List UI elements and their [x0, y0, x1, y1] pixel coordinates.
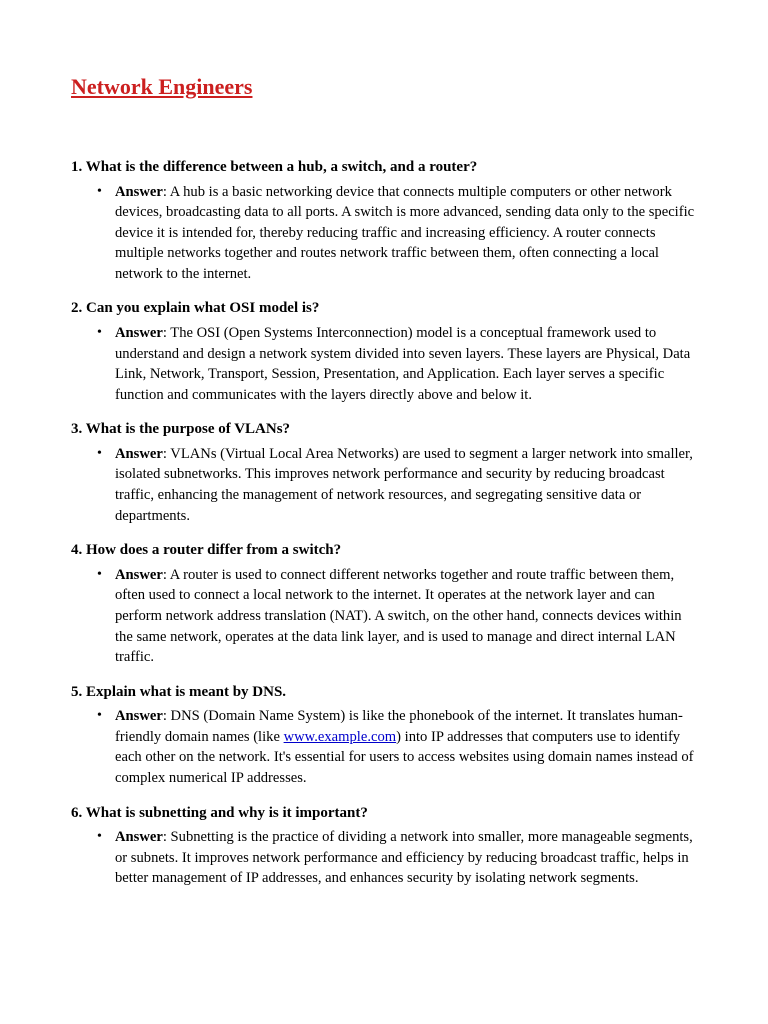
answer-1: [71, 182, 695, 285]
answer-label: Answer: [115, 708, 163, 725]
page-title: Network Engineers: [71, 74, 253, 99]
bullet-icon: •: [97, 445, 102, 461]
qa-item-2: [71, 298, 711, 405]
answer-2: [71, 323, 695, 405]
bullet-icon: •: [97, 183, 102, 199]
answer-4: [71, 565, 695, 668]
bullet-icon: •: [97, 708, 102, 724]
answer-text: : The OSI (Open Systems Interconnection) model is a conceptual framework used to understand and design a network system divided into seven layers. These layers are Physical, Data Link, Network, Transport, Session, Presentation, and Application. Each layer serves a specific function and communicates with the layers directly above and below it.: [115, 324, 691, 403]
answer-text-before-link: : DNS (Domain Name System) is like the phonebook of the internet. It translates human-friendly domain names (like: [115, 708, 683, 745]
answer-text: : VLANs (Virtual Local Area Networks) are used to segment a larger network into smaller, isolated subnetworks. This improves network performance and security by reducing broadcast traffic, enhancing the management of network resources, and segregating sensitive data or departments.: [115, 445, 693, 524]
question-1: 1. What is the difference between a hub, a switch, and a router?: [71, 159, 478, 175]
bullet-icon: •: [97, 324, 102, 340]
question-3: 3. What is the purpose of VLANs?: [71, 421, 291, 438]
question-4: 4. How does a router differ from a switch?: [71, 542, 342, 559]
answer-text-after-link: ) into IP addresses that computers use to identify each other on the network. It's essential for users to access websites using domain names instead of complex numerical IP addresses.: [115, 728, 694, 786]
question-5: 5. Explain what is meant by DNS.: [71, 683, 287, 700]
answer-label: Answer: [115, 445, 163, 462]
answer-label: Answer: [115, 324, 163, 341]
answer-3: [71, 444, 695, 526]
qa-item-3: [71, 419, 711, 526]
answer-5: [71, 706, 695, 788]
example-link[interactable]: www.example.com: [283, 728, 397, 745]
answer-text: : Subnetting is the practice of dividing a network into smaller, more manageable segments, or subnets. It improves network performance and efficiency by reducing broadcast traffic, helps in better management of IP addresses, and enhances security by isolating network segments.: [115, 829, 693, 887]
qa-list: [71, 157, 711, 903]
answer-6: [71, 827, 695, 889]
answer-label: Answer: [115, 566, 163, 583]
qa-item-4: [71, 540, 711, 667]
answer-label: Answer: [115, 829, 163, 846]
qa-item-5: [71, 682, 711, 789]
qa-item-1: [71, 157, 711, 284]
bullet-icon: •: [97, 829, 102, 845]
bullet-icon: •: [97, 566, 102, 582]
question-6: 6. What is subnetting and why is it important?: [71, 804, 368, 821]
question-2: 2. Can you explain what OSI model is?: [71, 300, 320, 317]
qa-item-6: [71, 803, 711, 889]
answer-label: Answer: [115, 183, 163, 200]
answer-text: : A router is used to connect different networks together and route traffic between them, often used to connect a local network to the internet. It operates at the network layer and can perform network address translation (NAT). A switch, on the other hand, connects devices within the same network, operates at the data link layer, and is used to manage and direct internal LAN traffic.: [115, 566, 682, 666]
answer-text: : A hub is a basic networking device that connects multiple computers or other network devices, broadcasting data to all ports. A switch is more advanced, sending data only to the specific device it is intended for, thereby reducing traffic and increasing efficiency. A router connects multiple networks together and routes network traffic between them, often connecting a local network to the internet.: [115, 183, 695, 282]
